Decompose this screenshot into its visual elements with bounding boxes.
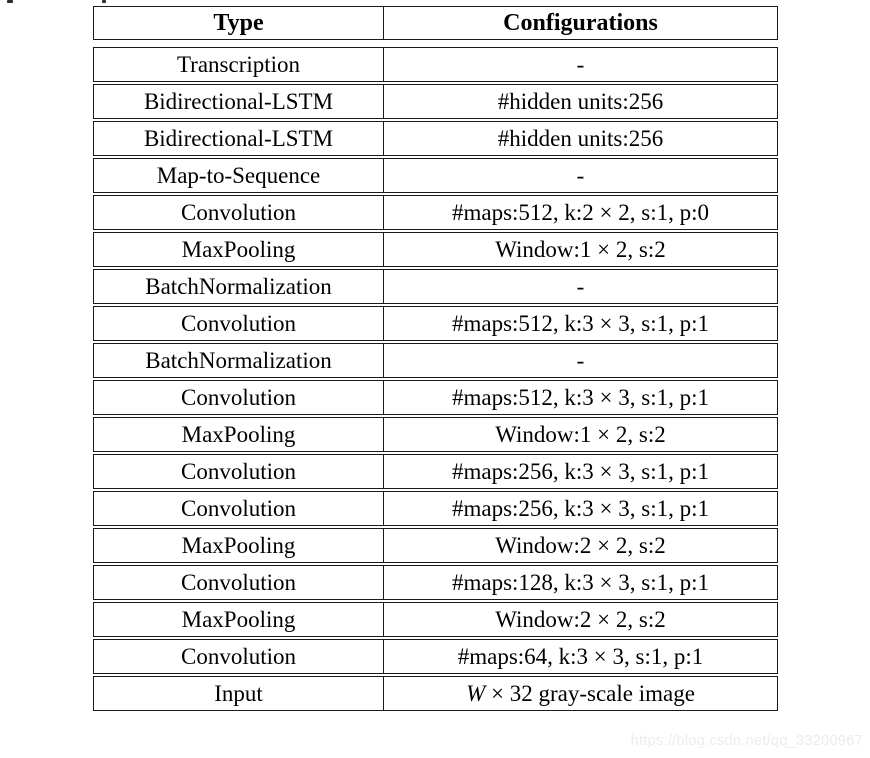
- table-row: [93, 639, 778, 674]
- cell-type: Bidirectional-LSTM: [94, 85, 384, 118]
- table-row: [93, 47, 778, 82]
- table-row: [93, 84, 778, 119]
- cell-config: #hidden units:256: [497, 89, 664, 114]
- cell-config: #maps:256, k:3 × 3, s:1, p:1: [451, 459, 710, 484]
- cell-config: [384, 677, 777, 710]
- cell-config: #maps:512, k:3 × 3, s:1, p:1: [451, 311, 710, 336]
- cell-config-text: × 32 gray-scale image: [485, 681, 695, 706]
- cell-config: -: [576, 163, 585, 188]
- column-header-type: Type: [94, 7, 384, 39]
- table-row: [93, 158, 778, 193]
- cropped-caption-fragment: [7, 0, 13, 3]
- cell-config: -: [576, 274, 585, 299]
- csdn-watermark: https://blog.csdn.net/qq_33200967: [630, 733, 863, 749]
- cell-type: Convolution: [94, 381, 384, 414]
- cell-config: #maps:512, k:2 × 2, s:1, p:0: [451, 200, 710, 225]
- table-row: [93, 491, 778, 526]
- cell-type: Bidirectional-LSTM: [94, 122, 384, 155]
- cell-type: MaxPooling: [94, 418, 384, 451]
- cell-config: -: [576, 348, 585, 373]
- cell-config: -: [576, 52, 585, 77]
- cell-config: Window:1 × 2, s:2: [495, 422, 666, 447]
- table-row: [93, 565, 778, 600]
- cell-config: Window:2 × 2, s:2: [495, 533, 666, 558]
- table-row: [93, 602, 778, 637]
- cell-type: Map-to-Sequence: [94, 159, 384, 192]
- table-row: [93, 343, 778, 378]
- column-header-configurations: Configurations: [503, 10, 658, 36]
- cell-type: Convolution: [94, 196, 384, 229]
- cell-type: MaxPooling: [94, 603, 384, 636]
- cell-config: Window:1 × 2, s:2: [495, 237, 666, 262]
- cell-type: Convolution: [94, 307, 384, 340]
- cell-type: BatchNormalization: [94, 270, 384, 303]
- table-row: [93, 380, 778, 415]
- cell-type: Input: [94, 677, 384, 710]
- table-row: [93, 232, 778, 267]
- cell-config: Window:2 × 2, s:2: [495, 607, 666, 632]
- cell-type: BatchNormalization: [94, 344, 384, 377]
- table-row: [93, 195, 778, 230]
- cell-config: #maps:256, k:3 × 3, s:1, p:1: [451, 496, 710, 521]
- table-row-input: [93, 676, 778, 711]
- math-var-w: W: [466, 681, 486, 706]
- table-row: [93, 306, 778, 341]
- cropped-caption-fragment: [102, 0, 106, 3]
- table-row: [93, 417, 778, 452]
- cell-type: Convolution: [94, 455, 384, 488]
- cell-type: MaxPooling: [94, 529, 384, 562]
- cell-config: #maps:512, k:3 × 3, s:1, p:1: [451, 385, 710, 410]
- cell-type: Convolution: [94, 492, 384, 525]
- table-row: [93, 121, 778, 156]
- cell-type: Transcription: [94, 48, 384, 81]
- network-architecture-table: [93, 6, 778, 711]
- cell-config: #maps:128, k:3 × 3, s:1, p:1: [451, 570, 710, 595]
- table-row: [93, 454, 778, 489]
- cell-config: #maps:64, k:3 × 3, s:1, p:1: [457, 644, 704, 669]
- cell-type: MaxPooling: [94, 233, 384, 266]
- cell-config: #hidden units:256: [497, 126, 664, 151]
- cell-type: Convolution: [94, 566, 384, 599]
- table-row: [93, 528, 778, 563]
- cell-type: Convolution: [94, 640, 384, 673]
- table-header-row: [93, 6, 778, 40]
- table-row: [93, 269, 778, 304]
